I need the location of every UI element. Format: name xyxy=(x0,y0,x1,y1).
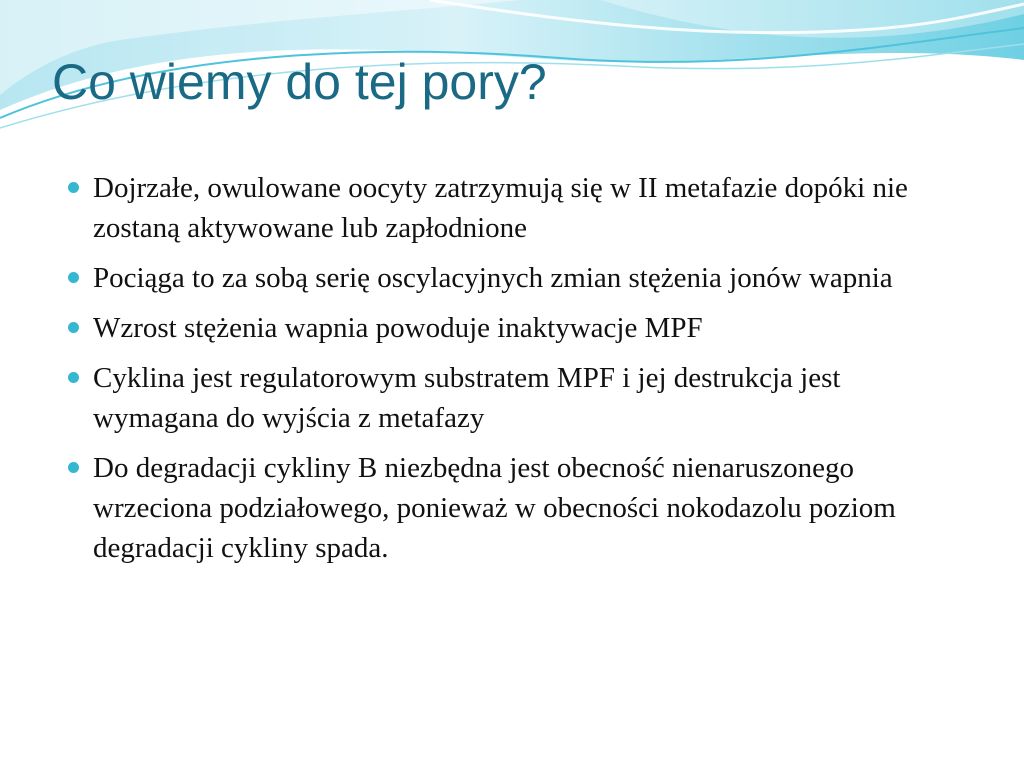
bullet-dot-icon xyxy=(68,182,79,193)
list-item xyxy=(64,358,964,438)
bullet-text: Cyklina jest regulatorowym substratem MPF i jej destrukcja jest wymagana do wyjścia z metafazy xyxy=(93,362,841,434)
bullet-dot-icon xyxy=(68,372,79,383)
bullet-text: Dojrzałe, owulowane oocyty zatrzymują się w II metafazie dopóki nie zostaną aktywowane lub zapłodnione xyxy=(93,172,908,244)
list-item xyxy=(64,448,964,568)
bullet-text: Do degradacji cykliny B niezbędna jest obecność nienaruszonego wrzeciona podziałowego, ponieważ w obecności nokodazolu poziom degradacji cykliny spada. xyxy=(93,452,896,564)
bullet-dot-icon xyxy=(68,272,79,283)
list-item xyxy=(64,168,964,248)
list-item xyxy=(64,308,964,348)
bullet-dot-icon xyxy=(68,322,79,333)
bullet-text: Wzrost stężenia wapnia powoduje inaktywacje MPF xyxy=(93,312,703,344)
bullet-list xyxy=(64,168,964,578)
bullet-dot-icon xyxy=(68,462,79,473)
slide-title: Co wiemy do tej pory? xyxy=(52,54,547,110)
bullet-text: Pociąga to za sobą serię oscylacyjnych zmian stężenia jonów wapnia xyxy=(93,262,893,294)
list-item xyxy=(64,258,964,298)
